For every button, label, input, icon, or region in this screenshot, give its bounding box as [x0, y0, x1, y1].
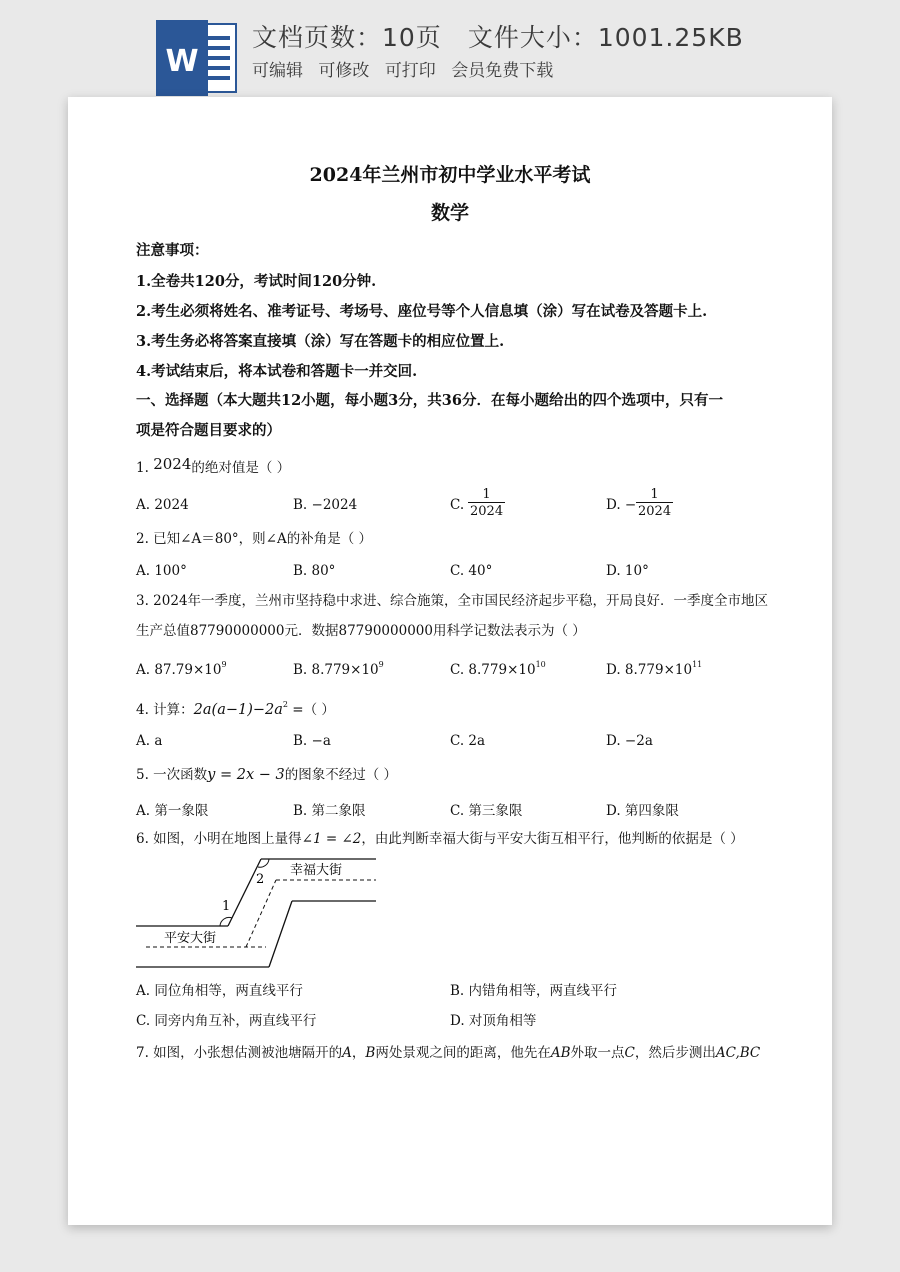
question-4-option-a: A. a	[136, 733, 163, 749]
question-6-option-d: D. 对顶角相等	[450, 1013, 537, 1029]
question-1-option-b: B. −2024	[293, 497, 358, 513]
note-4: 4.考试结束后，将本试卷和答题卡一并交回.	[136, 363, 418, 380]
question-3-stem-line1: 3. 2024年一季度，兰州市坚持稳中求进、综合施策，全市国民经济起步平稳，开局良好．一季度全市地区	[136, 593, 769, 609]
question-1-option-d-label: D. −	[606, 497, 637, 513]
feature-modifiable: 可修改	[318, 61, 370, 81]
question-1-stem: 1. 2024的绝对值是（ ）	[136, 455, 291, 476]
document-page	[68, 97, 832, 1225]
feature-list	[252, 56, 563, 81]
question-3-option-a: A. $87.79\times 10^9$	[136, 660, 227, 678]
question-6-option-c: C. 同旁内角互补，两直线平行	[136, 1013, 317, 1029]
page-count: 文档页数：10页	[252, 23, 442, 52]
feature-printable: 可打印	[384, 61, 436, 81]
connector-centerline	[246, 880, 276, 947]
question-2-option-b: B. 80°	[293, 563, 336, 579]
question-3-stem-line2: 生产总值87790000000元．数据87790000000用科学记数法表示为（ ）	[136, 623, 586, 639]
question-2-stem: 2. 已知∠A＝80°，则∠A的补角是（ ）	[136, 531, 373, 547]
street-label-xingfu: 幸福大街	[290, 863, 343, 878]
question-5-stem: 5. 一次函数y = 2x − 3的图象不经过（ ）	[136, 767, 398, 783]
question-5-option-d: D. 第四象限	[606, 803, 679, 819]
question-2-option-a: A. 100°	[136, 563, 187, 579]
question-4-option-b: B. −a	[293, 733, 331, 749]
document-banner	[0, 0, 900, 96]
question-1-option-c-label: C.	[450, 497, 465, 513]
notes-heading: 注意事项：	[136, 242, 209, 259]
file-size: 文件大小：1001.25KB	[467, 23, 744, 52]
question-4-option-c: C. 2a	[450, 733, 486, 749]
connector-edge-right	[269, 901, 292, 967]
question-2-option-d: D. 10°	[606, 563, 649, 579]
question-6-option-b: B. 内错角相等，两直线平行	[450, 983, 618, 999]
feature-member-download: 会员免费下载	[451, 61, 554, 81]
street-label-pingan: 平安大街	[164, 931, 217, 946]
question-6-stem: 6. 如图，小明在地图上量得∠1 = ∠2，由此判断幸福大街与平安大街互相平行，他判断的依据是（ ）	[136, 831, 744, 847]
angle-1-label: 1	[222, 899, 231, 914]
street-map-figure	[136, 855, 386, 973]
question-5-option-a: A. 第一象限	[136, 803, 209, 819]
file-stats	[252, 18, 744, 54]
question-2-option-c: C. 40°	[450, 563, 493, 579]
section-heading-line2: 项是符合题目要求的）	[136, 422, 281, 439]
question-3-option-c: C. $8.779\times 10^{10}$	[450, 660, 546, 678]
connector-edge-left	[228, 859, 261, 926]
question-1-option-d-fraction: $\frac{1}{2024}$	[638, 487, 672, 519]
svg-text:W: W	[165, 44, 199, 79]
question-5-option-c: C. 第三象限	[450, 803, 523, 819]
question-7-stem: 7. 如图，小张想估测被池塘隔开的A，B两处景观之间的距离，他先在AB外取一点C，然后步测出AC,BC	[136, 1045, 761, 1061]
question-5-option-b: B. 第二象限	[293, 803, 366, 819]
question-3-option-b: B. $8.779\times 10^9$	[293, 660, 384, 678]
question-4-option-d: D. −2a	[606, 733, 653, 749]
note-3: 3.考生务必将答案直接填（涂）写在答题卡的相应位置上.	[136, 333, 505, 350]
exam-title: 2024年兰州市初中学业水平考试	[309, 164, 591, 186]
exam-subject: 数学	[430, 202, 469, 224]
note-2: 2.考生必须将姓名、准考证号、考场号、座位号等个人信息填（涂）写在试卷及答题卡上.	[136, 303, 708, 320]
feature-editable: 可编辑	[252, 61, 303, 81]
note-1: 1.全卷共120分，考试时间120分钟.	[136, 273, 377, 290]
question-6-option-a: A. 同位角相等，两直线平行	[136, 983, 303, 999]
question-1-option-c-fraction: $\frac{1}{2024}$	[470, 487, 504, 519]
angle-2-label: 2	[256, 872, 265, 887]
question-4-stem: 4. 计算：$2a(a-1)-2a^2$ =（ ）	[136, 700, 335, 718]
question-3-option-d: D. $8.779\times 10^{11}$	[606, 660, 703, 678]
section-heading-line1: 一、选择题（本大题共12小题，每小题3分，共36分．在每小题给出的四个选项中，只有一	[136, 392, 723, 409]
word-document-icon	[156, 20, 238, 96]
question-1-option-a: A. 2024	[136, 497, 189, 513]
